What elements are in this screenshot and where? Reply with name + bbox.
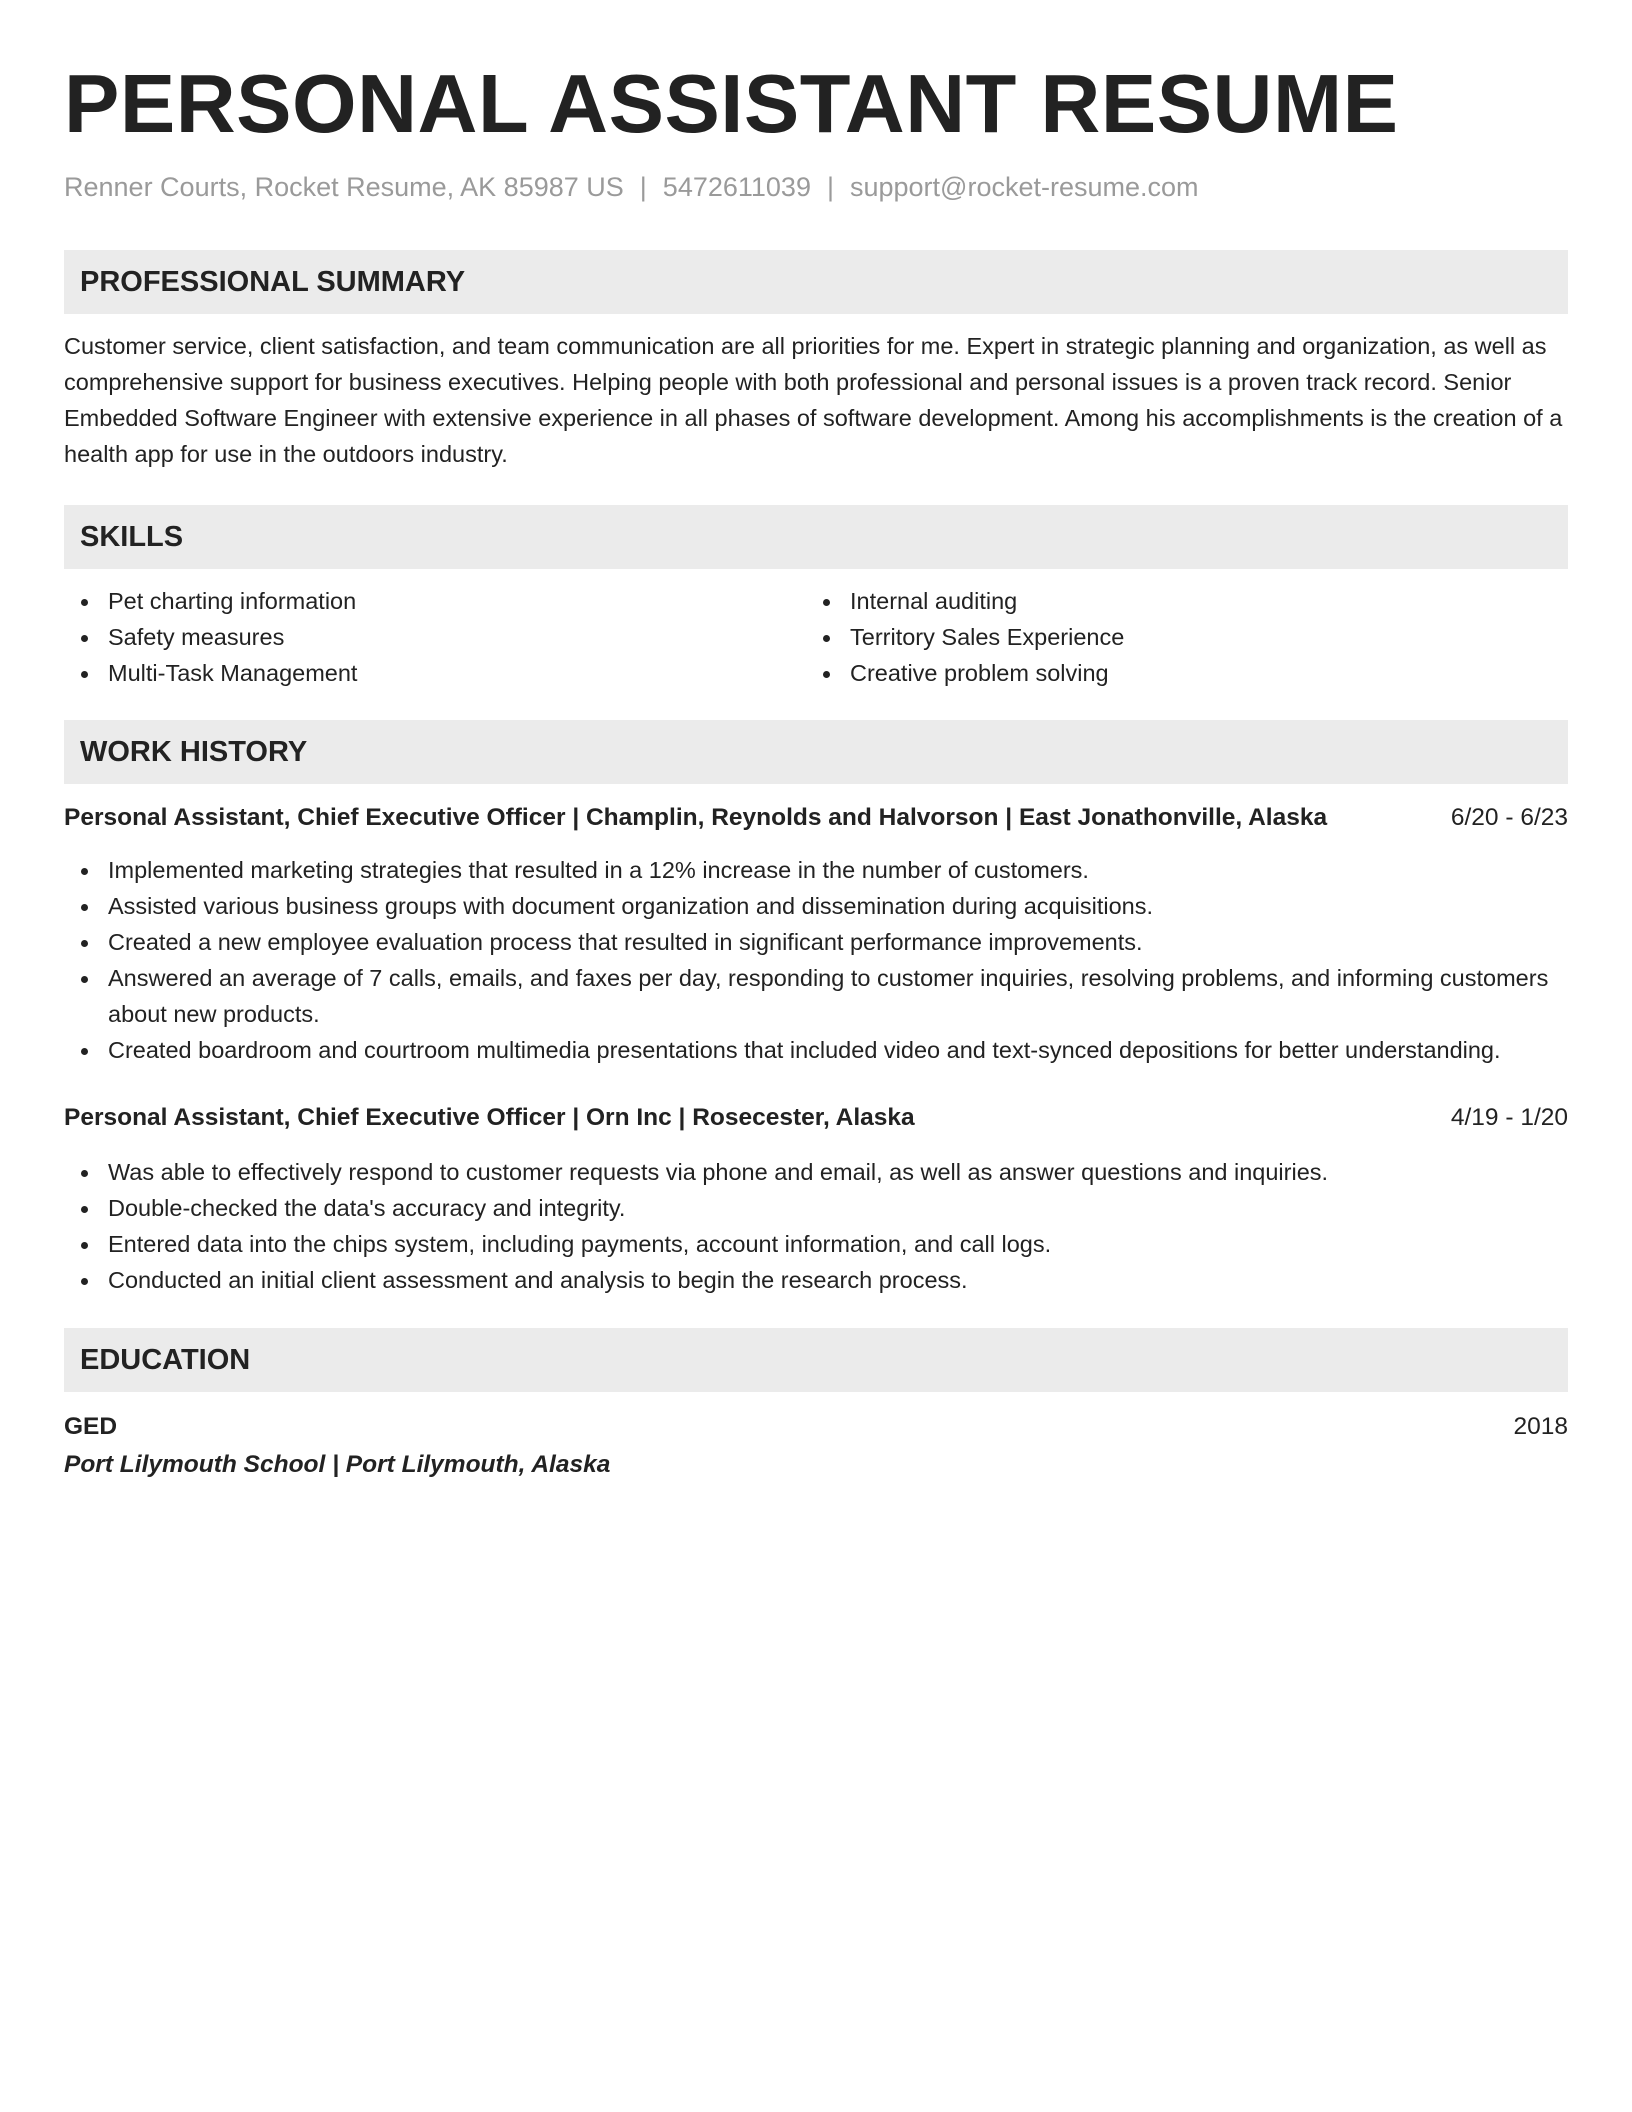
job-bullets — [64, 852, 1568, 1068]
job-bullet: Implemented marketing strategies that resulted in a 12% increase in the number of customers. — [64, 852, 1568, 888]
section-header-skills — [64, 505, 1568, 569]
contact-phone: 5472611039 — [662, 172, 811, 202]
job-entry — [64, 800, 1568, 1068]
job-title: Personal Assistant, Chief Executive Officer | Champlin, Reynolds and Halvorson | East Jonathonville, Alaska — [64, 804, 1328, 831]
job-title: Personal Assistant, Chief Executive Officer | Orn Inc | Rosecester, Alaska — [64, 1104, 915, 1131]
contact-separator: | — [826, 172, 834, 202]
job-bullet: Created boardroom and courtroom multimedia presentations that included video and text-synced depositions for better understanding. — [64, 1032, 1568, 1068]
job-entry — [64, 1100, 1568, 1298]
job-header — [64, 1100, 1568, 1136]
skill-item: Safety measures — [64, 619, 806, 655]
job-bullet: Entered data into the chips system, including payments, account information, and call logs. — [64, 1226, 1568, 1262]
job-bullets — [64, 1154, 1568, 1298]
resume-page — [64, 52, 1568, 1484]
section-header-education — [64, 1328, 1568, 1392]
job-bullet: Assisted various business groups with document organization and dissemination during acquisitions. — [64, 888, 1568, 924]
resume-title: PERSONAL ASSISTANT RESUME — [64, 57, 1399, 150]
education-header — [64, 1408, 1568, 1446]
section-heading: WORK HISTORY — [80, 735, 308, 768]
contact-line — [64, 169, 1568, 205]
section-heading: SKILLS — [80, 520, 184, 553]
job-bullet: Created a new employee evaluation process that resulted in significant performance improvements. — [64, 924, 1568, 960]
skill-item: Pet charting information — [64, 583, 806, 619]
education-degree: GED — [64, 1413, 118, 1440]
skills-column-left — [64, 583, 806, 691]
job-bullet: Double-checked the data's accuracy and integrity. — [64, 1190, 1568, 1226]
job-dates: 4/19 - 1/20 — [1450, 1104, 1568, 1131]
contact-email: support@rocket-resume.com — [849, 172, 1199, 202]
section-header-summary — [64, 250, 1568, 314]
section-header-work-history — [64, 720, 1568, 784]
summary-text: Customer service, client satisfaction, and team communication are all priorities for me. Expert in strategic planning and organization, as well as comprehensive support for business executives. Helping people with both professional and personal issues is a proven track record. Senior Embedded Software Engineer with extensive experience in all phases of software development. Among his accomplishments is the creation of a health app for use in the outdoors industry. — [64, 333, 1563, 467]
job-bullet: Answered an average of 7 calls, emails, and faxes per day, responding to customer inquiries, resolving problems, and informing customers about new products. — [64, 960, 1568, 1032]
skills-column-right — [806, 583, 1548, 691]
job-bullet: Conducted an initial client assessment and analysis to begin the research process. — [64, 1262, 1568, 1298]
education-school: Port Lilymouth School | Port Lilymouth, Alaska — [64, 1451, 611, 1478]
section-heading: PROFESSIONAL SUMMARY — [80, 265, 466, 298]
skill-item: Multi-Task Management — [64, 655, 806, 691]
job-dates: 6/20 - 6/23 — [1450, 804, 1568, 831]
skill-item: Creative problem solving — [806, 655, 1548, 691]
education-year: 2018 — [1513, 1413, 1568, 1440]
section-heading: EDUCATION — [80, 1343, 251, 1376]
contact-separator: | — [639, 172, 647, 202]
contact-address: Renner Courts, Rocket Resume, AK 85987 US — [64, 172, 624, 202]
skills-grid — [64, 583, 1568, 691]
job-header — [64, 800, 1568, 836]
skill-item: Internal auditing — [806, 583, 1548, 619]
job-bullet: Was able to effectively respond to customer requests via phone and email, as well as answer questions and inquiries. — [64, 1154, 1568, 1190]
skill-item: Territory Sales Experience — [806, 619, 1548, 655]
